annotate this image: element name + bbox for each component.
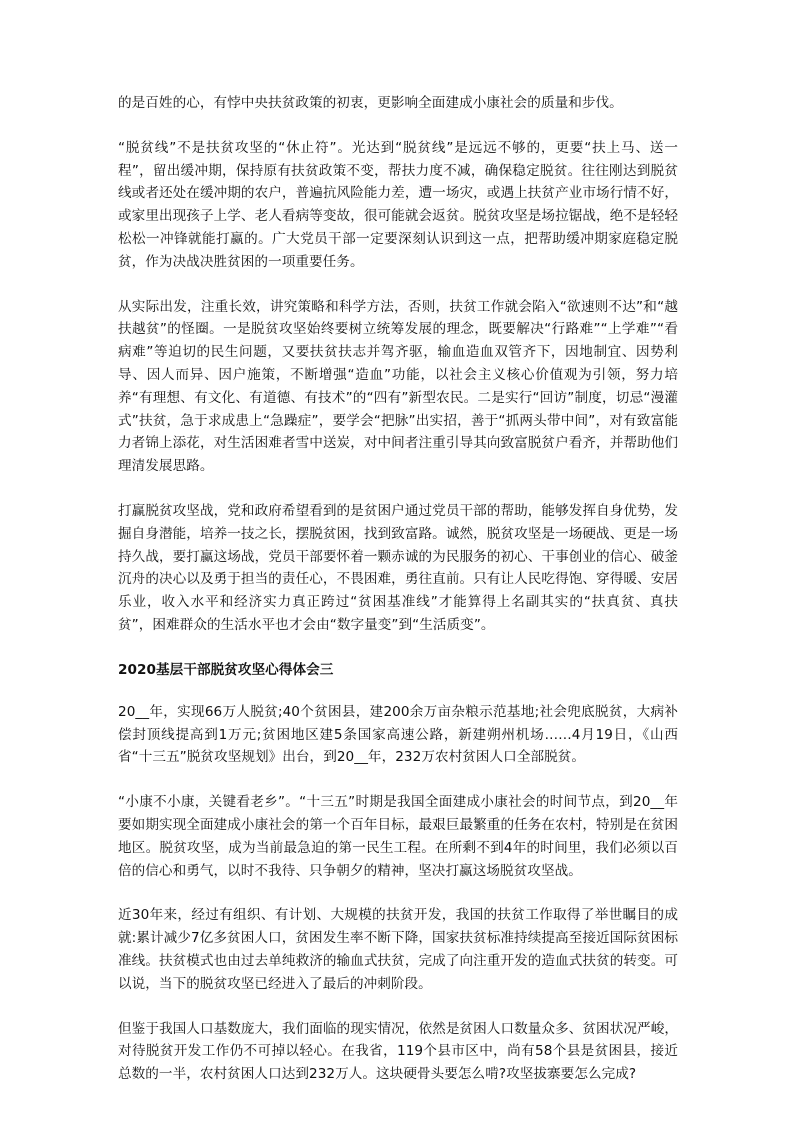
paragraph-intro-fragment: 的是百姓的心，有悖中央扶贫政策的初衷，更影响全面建成小康社会的质量和步伐。 [118, 95, 623, 111]
paragraph-achievements: 20__年，实现66万人脱贫;40个贫困县，建200余万亩杂粮示范基地;社会兜底脱贫，大病补偿封顶线提高到1万元;贫困地区建5条国家高速公路，新建朔州机场……4月19日，《山西省“十三五”脱贫攻坚规划》出台，到20__年，232万农村贫困人口全部脱贫。 [118, 703, 678, 766]
paragraph-moderate-prosperity: “小康不小康，关键看老乡”。“十三五”时期是我国全面建成小康社会的时间节点，到20__年要如期实现全面建成小康社会的第一个百年目标，最艰巨最繁重的任务在农村，特别是在贫困地区。脱贫攻坚，成为当前最急迫的第一民生工程。在所剩不到4年的时间里，我们必须以百倍的信心和勇气，以时不我待、只争朝夕的精神，坚决打赢这场脱贫攻坚战。 [118, 794, 678, 879]
paragraph-poverty-line: “脱贫线”不是扶贫攻坚的“休止符”。光达到“脱贫线”是远远不够的，更要“扶上马、送一程”，留出缓冲期，保持原有扶贫政策不变，帮扶力度不减，确保稳定脱贫。往往刚达到脱贫线或者还处在缓冲期的农户，普遍抗风险能力差，遭一场灾，或遇上扶贫产业市场行情不好，或家里出现孩子上学、老人看病等变故，很可能就会返贫。脱贫攻坚是场拉锯战，绝不是轻轻松松一冲锋就能打赢的。广大党员干部一定要深刻认识到这一点，把帮助缓冲期家庭稳定脱贫，作为决战决胜贫困的一项重要任务。 [118, 139, 678, 270]
paragraph-winning-battle: 打赢脱贫攻坚战，党和政府希望看到的是贫困户通过党员干部的帮助，能够发挥自身优势，发掘自身潜能，培养一技之长，摆脱贫困，找到致富路。诚然，脱贫攻坚是一场硬战、更是一场持久战，要打赢这场战，党员干部要怀着一颗赤诚的为民服务的初心、干事创业的信心、破釜沉舟的决心以及勇于担当的责任心，不畏困难，勇往直前。只有让人民吃得饱、穿得暖、安居乐业，收入水平和经济实力真正跨过“贫困基准线”才能算得上名副其实的“扶真贫、真扶贫”，困难群众的生活水平也才会由“数字量变”到“生活质变”。 [118, 502, 678, 633]
paragraph-current-situation: 但鉴于我国人口基数庞大，我们面临的现实情况，依然是贫困人口数量众多、贫困状况严峻，对待脱贫开发工作仍不可掉以轻心。在我省，119个县市区中，尚有58个县是贫困县，接近总数的一半，农村贫困人口达到232万人。这块硬骨头要怎么啃?攻坚拔寨要怎么完成? [118, 1020, 678, 1083]
document-page [118, 92, 678, 1108]
paragraph-thirty-years: 近30年来，经过有组织、有计划、大规模的扶贫开发，我国的扶贫工作取得了举世瞩目的成就:累计减少7亿多贫困人口，贫困发生率不断下降，国家扶贫标准持续提高至接近国际贫困标准线。扶贫模式也由过去单纯救济的输血式扶贫，完成了向注重开发的造血式扶贫的转变。可以说，当下的脱贫攻坚已经进入了最后的冲刺阶段。 [118, 907, 678, 992]
section-title: 2020基层干部脱贫攻坚心得体会三 [118, 661, 334, 678]
paragraph-practical-approach: 从实际出发，注重长效，讲究策略和科学方法，否则，扶贫工作就会陷入“欲速则不达”和“越扶越贫”的怪圈。一是脱贫攻坚始终要树立统筹发展的理念，既要解决“行路难”“上学难”“看病难”等迫切的民生问题，又要扶贫扶志并驾齐驱，输血造血双管齐下，因地制宜、因势利导、因人而异、因户施策，不断增强“造血”功能，以社会主义核心价值观为引领，努力培养“有理想、有文化、有道德、有技术”的“四有”新型农民。二是实行“回访”制度，切忌“漫灌式”扶贫，急于求成患上“急躁症”，要学会“把脉”出实招，善于“抓两头带中间”，对有致富能力者锦上添花，对生活困难者雪中送炭，对中间者注重引导其向致富脱贫户看齐，并帮助他们理清发展思路。 [118, 298, 678, 475]
